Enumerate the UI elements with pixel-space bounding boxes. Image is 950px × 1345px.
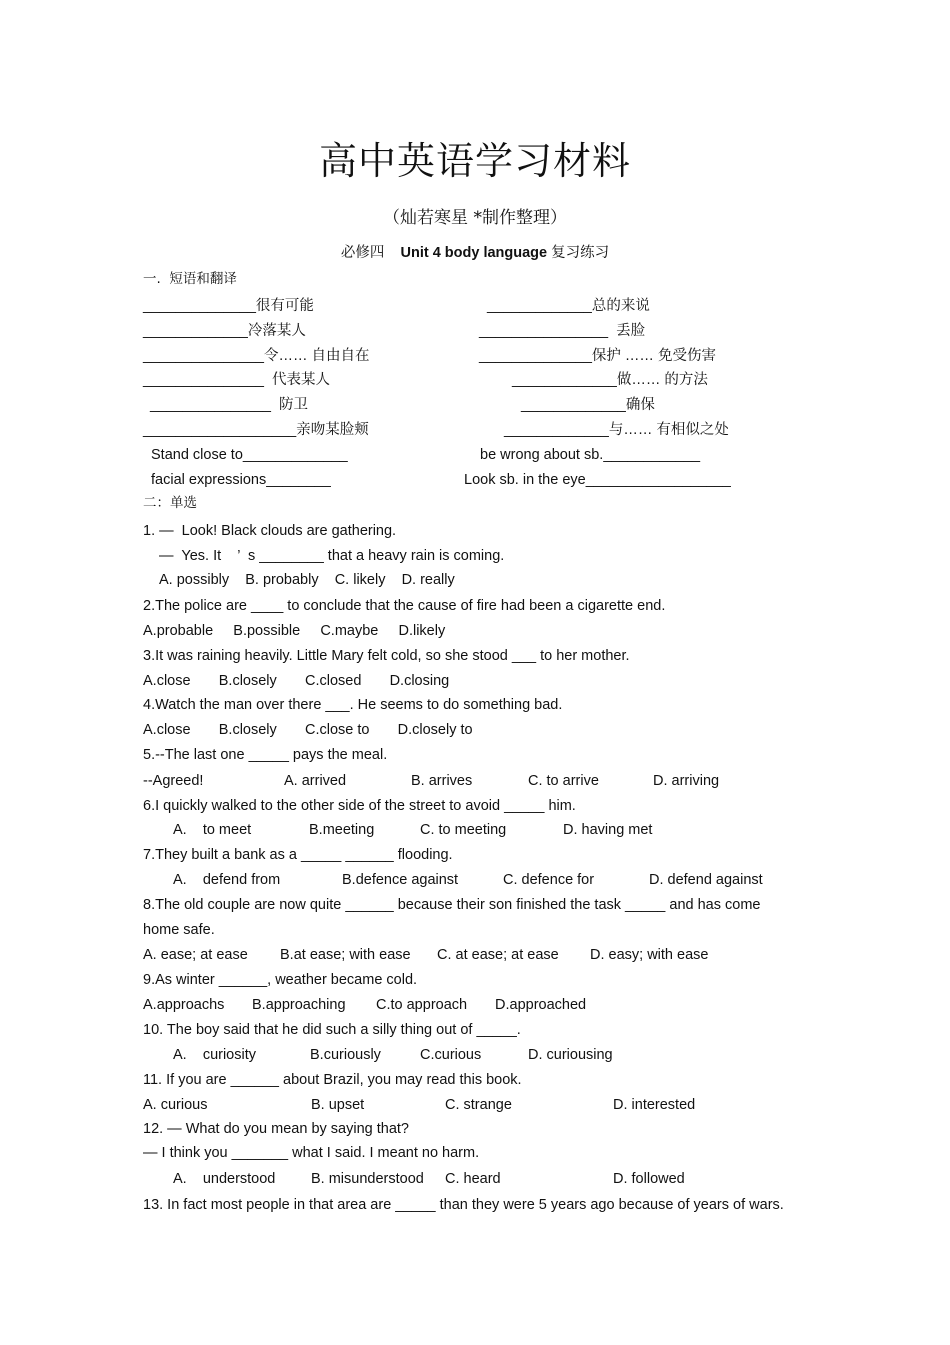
answer-option: A. curious (143, 1097, 208, 1113)
phrase-blank: _____________与…… 有相似之处 (504, 422, 729, 438)
question-text: home safe. (143, 922, 215, 938)
question-text: 2.The police are ____ to conclude that the cause of fire had been a cigarette end. (143, 598, 666, 614)
question-text: 5.--The last one _____ pays the meal. (143, 747, 388, 763)
heading-unit: Unit 4 body language (400, 245, 548, 261)
answer-option: C. strange (445, 1097, 512, 1113)
phrase-translate: Stand close to_____________ (151, 447, 348, 463)
answer-option: A. defend from (173, 872, 281, 888)
answer-option: C. to arrive (528, 773, 599, 789)
answer-options: A.close B.closely C.close to D.closely to (143, 722, 473, 738)
phrase-blank: ______________保护 …… 免受伤害 (479, 348, 716, 364)
answer-option: C.curious (420, 1047, 482, 1063)
answer-option: B. arrives (411, 773, 473, 789)
page-title: 高中英语学习材料 (318, 139, 631, 183)
phrase-blank: _____________做…… 的方法 (512, 372, 708, 388)
question-text: 13. In fact most people in that area are _____ than they were 5 years ago because of years of wars. (143, 1197, 784, 1213)
unit-heading (0, 244, 950, 262)
phrase-blank: ______________很有可能 (143, 298, 314, 314)
section-label-phrases: 一. 短语和翻译 (143, 271, 237, 287)
question-text: 11. If you are ______ about Brazil, you may read this book. (143, 1072, 522, 1088)
section-label-choice: 二：单选 (143, 495, 197, 511)
question-text: 3.It was raining heavily. Little Mary felt cold, so she stood ___ to her mother. (143, 648, 630, 664)
answer-options: A.probable B.possible C.maybe D.likely (143, 623, 446, 639)
answer-option: A. understood (173, 1171, 276, 1187)
answer-option: A. to meet (173, 822, 252, 838)
answer-option: C. at ease; at ease (437, 947, 559, 963)
answer-option: C. defence for (503, 872, 595, 888)
question-text: 7.They built a bank as a _____ ______ flooding. (143, 847, 453, 863)
answer-option: B.curiously (310, 1047, 381, 1063)
phrase-blank: ___________________亲吻某脸颊 (143, 422, 369, 438)
answer-option: B. upset (311, 1097, 365, 1113)
phrase-blank: _______________令…… 自由自在 (143, 348, 370, 364)
answer-option: D. easy; with ease (590, 947, 709, 963)
phrase-translate: facial expressions________ (151, 472, 331, 488)
answer-option: A. arrived (284, 773, 347, 789)
answer-option: B.meeting (309, 822, 375, 838)
answer-option: D. followed (613, 1171, 685, 1187)
answer-option: D. defend against (649, 872, 763, 888)
heading-prefix: 必修四 (340, 245, 385, 261)
answer-option: C. heard (445, 1171, 501, 1187)
answer-option: A.approachs (143, 997, 225, 1013)
answer-option: D. interested (613, 1097, 696, 1113)
question-text: 12. — What do you mean by saying that? (143, 1121, 409, 1137)
answer-option: A. curiosity (173, 1047, 256, 1063)
question-text: — Yes. It ’ s ________ that a heavy rain is coming. (151, 548, 505, 564)
question-text: 4.Watch the man over there ___. He seems to do something bad. (143, 697, 563, 713)
answer-option: D. curiousing (528, 1047, 613, 1063)
phrase-blank: _______________ 代表某人 (143, 372, 331, 388)
phrase-blank: _____________确保 (521, 397, 655, 413)
question-text: 8.The old couple are now quite ______ because their son finished the task _____ and has come (143, 897, 761, 913)
answer-option: B. misunderstood (311, 1171, 424, 1187)
question-text: 10. The boy said that he did such a silly thing out of _____. (143, 1022, 521, 1038)
phrase-translate: be wrong about sb.____________ (480, 447, 701, 463)
answer-option: D.approached (495, 997, 587, 1013)
question-text: 1. — Look! Black clouds are gathering. (143, 523, 397, 539)
answer-option: C. to meeting (420, 822, 507, 838)
question-text: 6.I quickly walked to the other side of the street to avoid _____ him. (143, 798, 576, 814)
answer-options: A. possibly B. probably C. likely D. really (159, 572, 455, 588)
phrase-translate: Look sb. in the eye__________________ (464, 472, 731, 488)
phrase-blank: ________________ 丢脸 (479, 323, 646, 339)
question-text: — I think you _______ what I said. I meant no harm. (143, 1145, 480, 1161)
heading-suffix: 复习练习 (551, 245, 610, 261)
answer-option: B.defence against (342, 872, 459, 888)
answer-options: A.close B.closely C.closed D.closing (143, 673, 450, 689)
answer-option: C.to approach (376, 997, 468, 1013)
phrase-blank: _______________ 防卫 (150, 397, 309, 413)
page-subtitle: （灿若寒星 *制作整理） (383, 208, 567, 228)
answer-option: B.approaching (252, 997, 346, 1013)
answer-reply: --Agreed! (143, 773, 204, 789)
phrase-blank: _____________冷落某人 (143, 323, 306, 339)
question-text: 9.As winter ______, weather became cold. (143, 972, 418, 988)
answer-option: B.at ease; with ease (280, 947, 411, 963)
answer-option: D. having met (563, 822, 653, 838)
answer-option: D. arriving (653, 773, 720, 789)
phrase-blank: _____________总的来说 (487, 298, 650, 314)
answer-option: A. ease; at ease (143, 947, 248, 963)
